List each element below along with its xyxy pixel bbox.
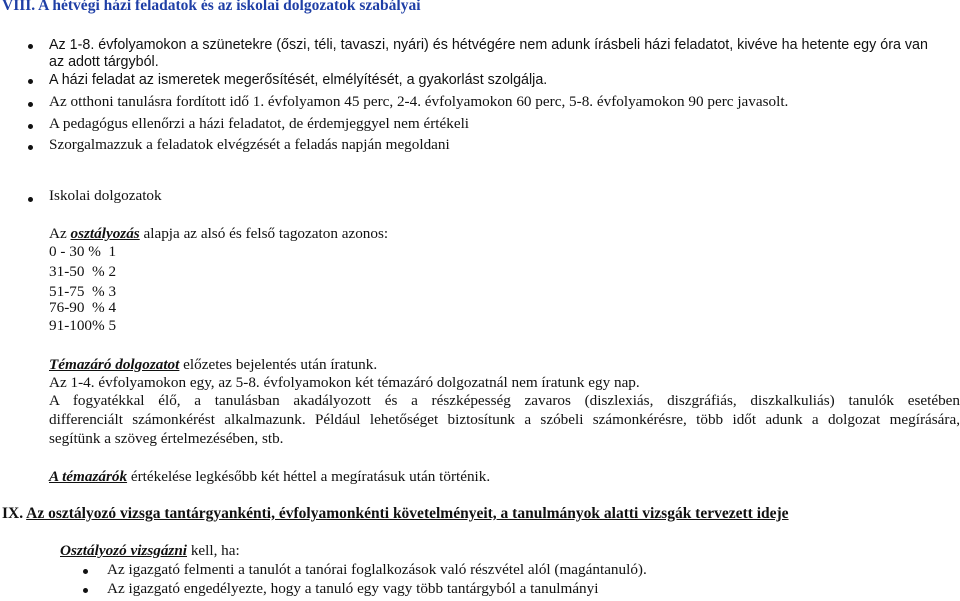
bullet-icon xyxy=(28,124,33,129)
topic-test-line xyxy=(49,356,377,374)
list-item-continuation: az adott tárgyból. xyxy=(49,54,159,70)
bullet-icon xyxy=(28,145,33,150)
grade-row: 76-90 % 4 xyxy=(49,299,117,316)
topic-test-rest: előzetes bejelentés után íratunk. xyxy=(179,356,378,373)
grading-intro xyxy=(49,225,388,243)
grade-row: 91-100% 5 xyxy=(49,317,117,334)
section-9-title xyxy=(2,505,789,523)
grading-intro-pre: Az xyxy=(49,225,71,242)
exam-term: Osztályozó vizsgázni xyxy=(60,542,188,559)
section-8-title: VIII. A hétvégi házi feladatok és az iskolai dolgozatok szabályai xyxy=(2,0,421,14)
list-item: A házi feladat az ismeretek megerősítését, elmélyítését, a gyakorlást szolgálja. xyxy=(49,72,548,88)
disabled-paragraph-line-3: segítünk a szöveg értelmezésében, stb. xyxy=(49,430,284,447)
exam-rest: kell, ha: xyxy=(187,542,240,559)
bullet-icon xyxy=(83,588,88,593)
bullet-icon xyxy=(28,44,33,49)
grading-intro-term: osztályozás xyxy=(70,225,140,242)
section-9-title-text: Az osztályozó vizsga tantárgyankénti, évfolyamonkénti követelményeit, a tanulmányok alatti vizsgák tervezett ideje xyxy=(26,505,789,522)
bullet-icon xyxy=(83,569,88,574)
topic-test-term: Témazáró dolgozatot xyxy=(49,356,180,373)
grade-row: 0 - 30 % 1 xyxy=(49,243,117,260)
topic-test-rule: Az 1-4. évfolyamokon egy, az 5-8. évfolyamokon két témazáró dolgozatnál nem íratunk egy nap. xyxy=(49,374,640,391)
bullet-icon xyxy=(28,197,33,202)
list-item: Az otthoni tanulásra fordított idő 1. évfolyamon 45 perc, 2-4. évfolyamokon 60 perc, 5-8. évfolyamokon 90 perc javasolt. xyxy=(49,93,789,110)
grade-row: 31-50 % 2 xyxy=(49,263,117,280)
list-item: Az igazgató felmenti a tanulót a tanórai foglalkozások való részvétel alól (magántanuló). xyxy=(107,561,647,578)
list-item: Az 1-8. évfolyamokon a szünetekre (őszi, téli, tavaszi, nyári) és hétvégére nem adunk írásbeli házi feladatot, kivéve ha hetente egy óra van xyxy=(49,37,928,53)
bullet-icon xyxy=(28,79,33,84)
exam-intro xyxy=(60,542,240,560)
grade-row: 51-75 % 3 xyxy=(49,283,117,300)
evaluation-rest: értékelése legkésőbb két héttel a megíratásuk után történik. xyxy=(127,468,491,485)
bullet-icon xyxy=(28,102,33,107)
list-item: Szorgalmazzuk a feladatok elvégzését a feladás napján megoldani xyxy=(49,136,450,153)
school-tests-heading: Iskolai dolgozatok xyxy=(49,187,162,204)
disabled-paragraph-line-1: A fogyatékkal élő, a tanulásban akadályozott és a részképesség zavaros (diszlexiás, diszgráfiás, diszkalkuliás) tanulók esetében xyxy=(49,392,960,409)
list-item: A pedagógus ellenőrzi a házi feladatot, de érdemjeggyel nem értékeli xyxy=(49,115,470,132)
evaluation-term: A témazárók xyxy=(49,468,128,485)
disabled-paragraph-line-2: differenciált számonkérést alkalmazunk. Például lehetőséget biztosítunk a szóbeli számonkérésre, több időt adunk a dolgozat megírására, xyxy=(49,411,960,428)
evaluation-line xyxy=(49,468,490,486)
list-item: Az igazgató engedélyezte, hogy a tanuló egy vagy több tantárgyból a tanulmányi xyxy=(107,580,599,597)
section-9-number: IX. xyxy=(2,505,24,522)
grading-intro-post: alapja az alsó és felső tagozaton azonos: xyxy=(139,225,389,242)
